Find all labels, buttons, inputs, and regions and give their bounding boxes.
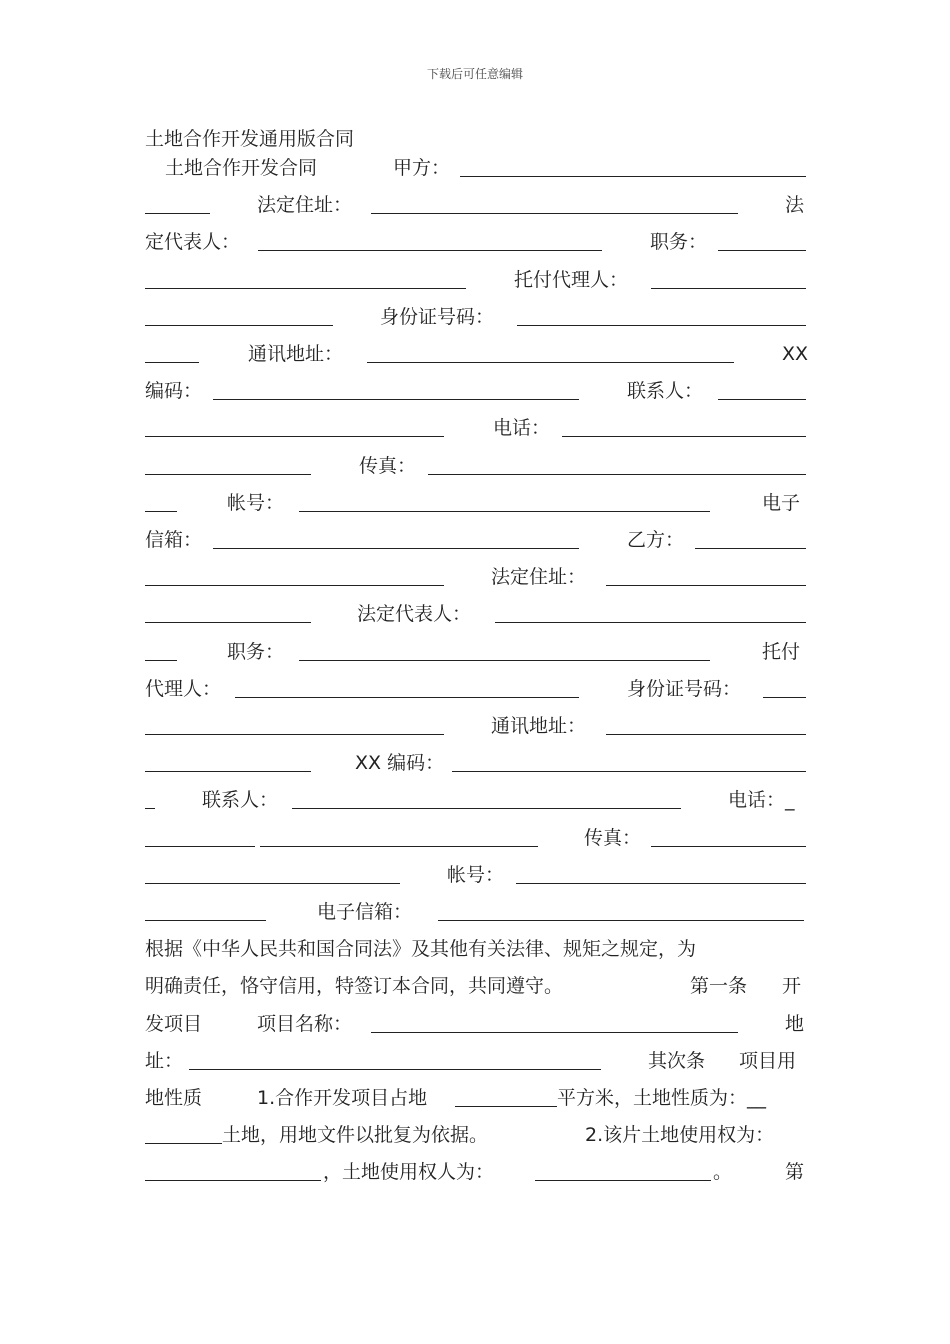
contract-line	[145, 529, 806, 555]
contract-line	[145, 1013, 806, 1039]
line-text: 法	[785, 194, 805, 217]
fill-in-blank	[145, 1180, 321, 1181]
line-text: 通讯地址：	[491, 715, 587, 737]
line-text: 甲方：	[393, 157, 451, 179]
fill-in-blank	[460, 176, 806, 177]
fill-in-blank	[651, 846, 806, 847]
line-text: 明确责任，恪守信用，特签订本合同，共同遵守。	[145, 975, 564, 998]
fill-in-blank	[145, 213, 210, 214]
fill-in-blank	[718, 250, 806, 251]
line-text: 其次条	[648, 1049, 706, 1072]
contract-line	[145, 269, 806, 295]
contract-line	[145, 603, 806, 629]
contract-line	[145, 827, 806, 853]
contract-line	[145, 752, 806, 778]
contract-line	[145, 194, 806, 220]
line-text: 平方米，土地性质为：__	[557, 1087, 767, 1109]
contract-line	[145, 1161, 806, 1187]
line-text: 。	[713, 1161, 733, 1184]
line-text: 通讯地址：	[248, 343, 344, 365]
contract-line	[145, 715, 806, 741]
line-text: 帐号：	[227, 491, 285, 514]
line-text: 电子	[762, 491, 801, 514]
line-text: 电话：_	[728, 789, 795, 812]
line-text: 项目用	[739, 1049, 797, 1072]
fill-in-blank	[517, 325, 806, 326]
line-text: 联系人：	[202, 789, 279, 812]
contract-line	[145, 492, 806, 518]
fill-in-blank	[258, 250, 602, 251]
fill-in-blank	[455, 1106, 557, 1107]
fill-in-blank	[145, 511, 177, 512]
fill-in-blank	[292, 808, 681, 809]
fill-in-blank	[695, 548, 806, 549]
line-text: 帐号：	[447, 863, 505, 886]
fill-in-blank	[145, 622, 311, 623]
fill-in-blank	[371, 213, 738, 214]
contract-line	[145, 901, 806, 927]
line-text: 地性质	[145, 1087, 203, 1109]
contract-line	[145, 1050, 806, 1076]
contract-line	[145, 789, 806, 815]
line-text: 法定代表人：	[357, 603, 472, 626]
fill-in-blank	[562, 436, 806, 437]
line-text: ，土地使用权人为：	[323, 1161, 495, 1184]
contract-line	[145, 231, 806, 257]
fill-in-blank	[299, 660, 710, 661]
line-text: 传真：	[584, 826, 642, 849]
fill-in-blank	[763, 697, 806, 698]
fill-in-blank	[213, 548, 579, 549]
fill-in-blank	[145, 883, 400, 884]
fill-in-blank	[606, 734, 806, 735]
fill-in-blank	[145, 585, 444, 586]
contract-line	[145, 417, 806, 443]
line-text: 址：	[145, 1049, 184, 1072]
line-text: 代理人：	[145, 677, 222, 700]
contract-line	[145, 380, 806, 406]
line-text: 根据《中华人民共和国合同法》及其他有关法律、规矩之规定，为	[145, 938, 697, 961]
line-text: 土地合作开发合同	[165, 157, 318, 179]
line-text: 第一条	[690, 975, 748, 998]
line-text: 地	[785, 1012, 805, 1035]
fill-in-blank	[235, 697, 579, 698]
contract-line	[145, 1087, 806, 1113]
line-text: 开	[782, 975, 802, 998]
fill-in-blank	[145, 325, 333, 326]
contract-line	[145, 975, 806, 1001]
contract-line	[145, 1124, 806, 1150]
line-text: 职务：	[227, 640, 285, 663]
line-text: XX 编码：	[355, 752, 445, 775]
fill-in-blank	[428, 474, 806, 475]
fill-in-blank	[260, 846, 538, 847]
document-title: 土地合作开发通用版合同	[145, 128, 355, 150]
contract-line	[145, 157, 806, 183]
contract-line	[145, 306, 806, 332]
fill-in-blank	[718, 399, 806, 400]
page-header: 下载后可任意编辑	[426, 67, 523, 81]
line-text: 定代表人：	[145, 231, 241, 254]
line-text: 项目名称：	[257, 1012, 353, 1035]
fill-in-blank	[213, 399, 579, 400]
line-text: 传真：	[359, 454, 417, 477]
fill-in-blank	[145, 771, 311, 772]
fill-in-blank	[145, 808, 155, 809]
fill-in-blank	[535, 1180, 711, 1181]
fill-in-blank	[145, 734, 444, 735]
contract-line	[145, 455, 806, 481]
line-text: 乙方：	[627, 529, 685, 551]
line-text: 托付	[762, 640, 801, 663]
contract-line	[145, 678, 806, 704]
line-text: 法定住址：	[491, 566, 587, 589]
fill-in-blank	[145, 474, 311, 475]
fill-in-blank	[367, 362, 734, 363]
fill-in-blank	[452, 771, 806, 772]
fill-in-blank	[145, 846, 255, 847]
line-text: 身份证号码：	[380, 305, 495, 328]
fill-in-blank	[145, 1143, 222, 1144]
line-text: 编码：	[145, 380, 203, 403]
fill-in-blank	[495, 622, 806, 623]
fill-in-blank	[189, 1069, 601, 1070]
fill-in-blank	[371, 1032, 738, 1033]
line-text: 1.合作开发项目占地	[257, 1087, 428, 1109]
line-text: 联系人：	[627, 380, 704, 403]
contract-line	[145, 343, 809, 369]
line-text: 发项目	[145, 1012, 203, 1035]
line-text: 2.该片土地使用权为：	[585, 1124, 775, 1147]
fill-in-blank	[299, 511, 710, 512]
fill-in-blank	[145, 288, 466, 289]
contract-line	[145, 566, 806, 592]
fill-in-blank	[516, 883, 806, 884]
line-text: 托付代理人：	[514, 268, 629, 291]
fill-in-blank	[606, 585, 806, 586]
line-text: 土地，用地文件以批复为依据。	[222, 1124, 489, 1147]
fill-in-blank	[145, 660, 177, 661]
fill-in-blank	[438, 920, 804, 921]
line-text: XX	[782, 343, 809, 365]
fill-in-blank	[145, 362, 199, 363]
fill-in-blank	[145, 920, 266, 921]
line-text: 法定住址：	[257, 194, 353, 217]
contract-line	[145, 641, 806, 667]
line-text: 电话：	[493, 417, 551, 440]
line-text: 身份证号码：	[627, 677, 742, 700]
line-text: 电子信箱：	[317, 901, 413, 923]
fill-in-blank	[145, 436, 444, 437]
line-text: 职务：	[650, 231, 708, 254]
line-text: 第	[785, 1161, 805, 1184]
contract-line	[145, 864, 806, 890]
line-text: 信箱：	[145, 529, 203, 551]
contract-line	[145, 938, 806, 964]
fill-in-blank	[651, 288, 806, 289]
